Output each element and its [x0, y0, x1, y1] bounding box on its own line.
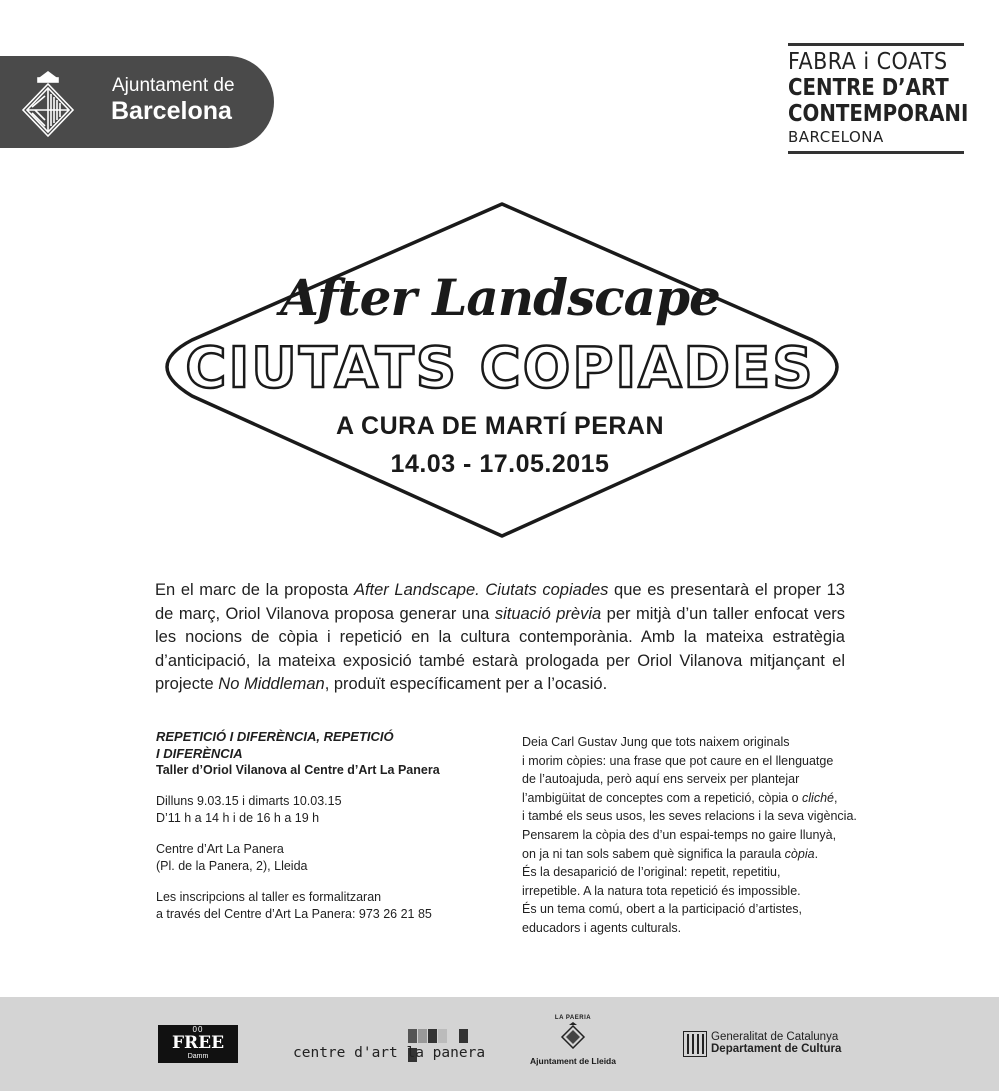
intro-paragraph: [155, 579, 845, 697]
panera-text: centre d'art la panera: [293, 1045, 486, 1061]
intro-text-3: per mitjà d’un taller enfocat vers les nocions de còpia i repetició en la cultura contemporània. Amb la mateixa estratègia d’anticipació, la mateixa exposició també estarà prologada per Oriol Vilanova mitjançant el projecte: [155, 604, 845, 693]
desc-line: de l’autoajuda, però aquí ens serveix per plantejar: [522, 772, 800, 787]
ajuntament-line2: Barcelona: [111, 97, 232, 125]
intro-text-2: que es presentarà el proper 13 de març, Oriol Vilanova proposa generar una: [155, 581, 845, 623]
exhibition-dates: 14.03 - 17.05.2015: [390, 450, 610, 478]
generalitat-bars-icon: [683, 1031, 707, 1057]
free-damm-sub: Damm: [187, 1053, 209, 1060]
free-damm-top: 00: [192, 1025, 204, 1034]
desc-text: on ja ni tan sols sabem què significa la paraula: [522, 846, 785, 861]
workshop-venue-line1: Centre d’Art La Panera: [156, 841, 284, 856]
lleida-bottom-text: Ajuntament de Lleida: [530, 1056, 616, 1066]
sponsors-footer: [0, 997, 999, 1091]
lleida-top-text: LA PAERIA: [554, 1015, 592, 1021]
barcelona-shield-icon: [18, 66, 78, 138]
workshop-registration-line1: Les inscripcions al taller es formalitzaran: [156, 889, 382, 904]
desc-line: Pensarem la còpia des d’un espai-temps no gaire llunyà,: [522, 827, 837, 842]
desc-text: ,: [834, 790, 838, 805]
desc-line: educadors i agents culturals.: [522, 920, 682, 935]
desc-line: [522, 789, 862, 808]
desc-italic: cliché: [802, 790, 834, 805]
ajuntament-line1: Ajuntament de: [112, 75, 235, 96]
workshop-description: [522, 733, 862, 938]
curator-line: A CURA DE MARTÍ PERAN: [335, 412, 665, 440]
desc-line: irrepetible. A la natura tota repetició és impossible.: [522, 883, 801, 898]
free-damm-main: FREE: [171, 1033, 225, 1053]
workshop-title-line1: REPETICIÓ I DIFERÈNCIA, REPETICIÓ: [156, 729, 394, 744]
intro-italic-1: After Landscape. Ciutats copiades: [353, 581, 609, 599]
intro-text-1: En el marc de la proposta: [155, 581, 354, 599]
fabra-i-coats-logo: [788, 43, 969, 154]
fabra-line4: BARCELONA: [788, 128, 884, 146]
main-title: CIUTATS COPIADES: [185, 336, 815, 401]
desc-line: És un tema comú, obert a la participació d’artistes,: [522, 902, 802, 917]
desc-line: És la desaparició de l’original: repetit, repetitiu,: [522, 865, 781, 880]
intro-italic-3: No Middleman: [218, 675, 325, 693]
generalitat-line1: Generalitat de Catalunya: [711, 1031, 839, 1043]
workshop-venue-line2: (Pl. de la Panera, 2), Lleida: [156, 859, 308, 873]
fabra-line3: CONTEMPORANI: [788, 101, 969, 127]
desc-line: i també els seus usos, les seves relacions i la seva vigència.: [522, 809, 857, 824]
workshop-dates-line1: Dilluns 9.03.15 i dimarts 10.03.15: [156, 793, 342, 808]
script-title: After Landscape: [280, 268, 720, 327]
ajuntament-lleida-logo: [526, 1015, 620, 1066]
fabra-top-rule: [788, 43, 964, 46]
desc-text: .: [814, 846, 819, 861]
workshop-dates-line2: D’11 h a 14 h i de 16 h a 19 h: [156, 811, 320, 825]
workshop-subtitle: Taller d’Oriol Vilanova al Centre d’Art La Panera: [156, 763, 440, 777]
desc-line: Deia Carl Gustav Jung que tots naixem originals: [522, 735, 790, 749]
workshop-registration-line2: a través del Centre d’Art La Panera: 973 26 21 85: [156, 907, 432, 921]
ajuntament-barcelona-logo: [0, 56, 274, 148]
workshop-title-line2: I DIFERÈNCIA: [156, 746, 243, 761]
exhibition-sign: [150, 200, 850, 540]
intro-italic-2: situació prèvia: [494, 604, 602, 623]
workshop-info: [156, 728, 486, 924]
fabra-bottom-rule: [788, 151, 964, 154]
la-panera-logo: [293, 1025, 486, 1065]
desc-text: l’ambigüitat de conceptes com a repetició, còpia o: [522, 790, 803, 805]
desc-line: i morim còpies: una frase que pot caure en el llenguatge: [522, 753, 834, 768]
lleida-shield-icon: [560, 1021, 586, 1049]
generalitat-line2: Departament de Cultura: [711, 1043, 842, 1055]
free-damm-logo: [158, 1025, 238, 1063]
fabra-line1: FABRA i COATS: [788, 49, 948, 75]
desc-italic: còpia: [784, 846, 815, 861]
intro-text-4: , produït específicament per a l’ocasió.: [324, 675, 608, 693]
fabra-line2: CENTRE D’ART: [788, 75, 949, 101]
desc-line: [522, 845, 862, 864]
